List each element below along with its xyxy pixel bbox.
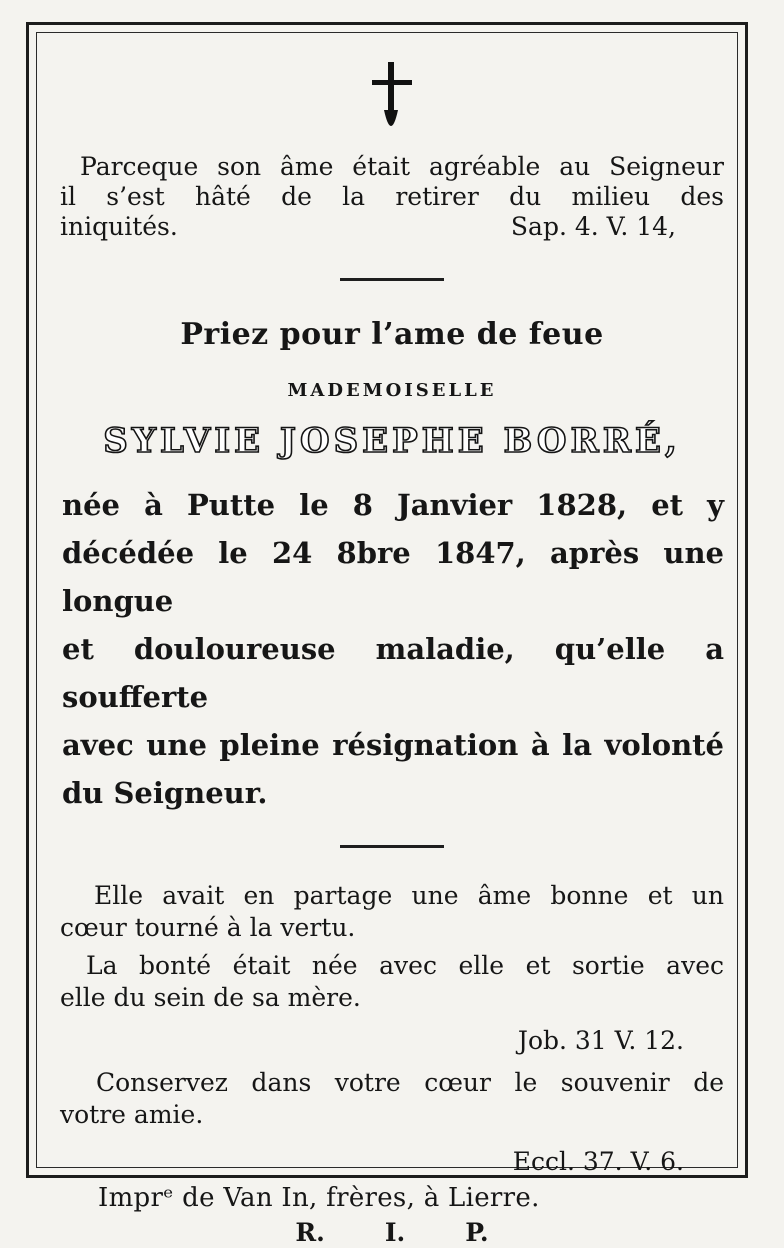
epigraph-line: il s’est hâté de la retirer du milieu des	[60, 182, 724, 211]
bio-line: décédée le 24 8bre 1847, après une longue	[62, 536, 724, 618]
epigraph-line: Parceque son âme était agréable au Seigneur	[80, 152, 724, 181]
bio-line: et douloureuse maladie, qu’elle a soufferte	[62, 632, 724, 714]
divider	[340, 278, 444, 281]
divider	[340, 845, 444, 848]
biography	[60, 481, 724, 817]
epigraph-line	[60, 212, 724, 242]
quote-line: La bonté était née avec elle et sortie avec	[86, 951, 724, 980]
deceased-name: SYLVIE JOSEPHE BORRÉ,	[103, 421, 681, 461]
rip-letter: P.	[465, 1218, 489, 1247]
quote-line: votre amie.	[60, 1100, 204, 1129]
rip-inscription	[60, 1218, 724, 1247]
printer-credit: Imprᵉ de Van In, frères, à Lierre.	[98, 1183, 540, 1213]
quote-line: cœur tourné à la vertu.	[60, 913, 356, 942]
rip-letter: R.	[295, 1218, 325, 1247]
epigraph	[60, 152, 724, 242]
epigraph-text: iniquités.	[60, 212, 178, 241]
quote-line: Conservez dans votre cœur le souvenir de	[96, 1068, 724, 1097]
scripture-quote-1	[60, 880, 724, 944]
scripture-quote-1-cont	[60, 950, 724, 1014]
bio-line: avec une pleine résignation à la volonté	[62, 728, 724, 762]
rip-letter: I.	[384, 1218, 406, 1247]
quote-reference: Job. 31 V. 12.	[517, 1026, 684, 1055]
scripture-quote-2	[60, 1067, 724, 1131]
epigraph-reference: Sap. 4. V. 14,	[510, 212, 676, 241]
prayer-heading: Priez pour l’ame de feue	[180, 317, 604, 352]
bio-line: née à Putte le 8 Janvier 1828, et y	[62, 488, 724, 522]
quote-line: elle du sein de sa mère.	[60, 983, 361, 1012]
quote-line: Elle avait en partage une âme bonne et un	[94, 881, 724, 910]
quote-reference: Eccl. 37. V. 6.	[512, 1147, 684, 1176]
title-label: MADEMOISELLE	[287, 380, 497, 401]
memorial-card	[60, 60, 724, 1247]
bio-line: du Seigneur.	[62, 776, 268, 810]
cross-icon	[362, 60, 422, 140]
